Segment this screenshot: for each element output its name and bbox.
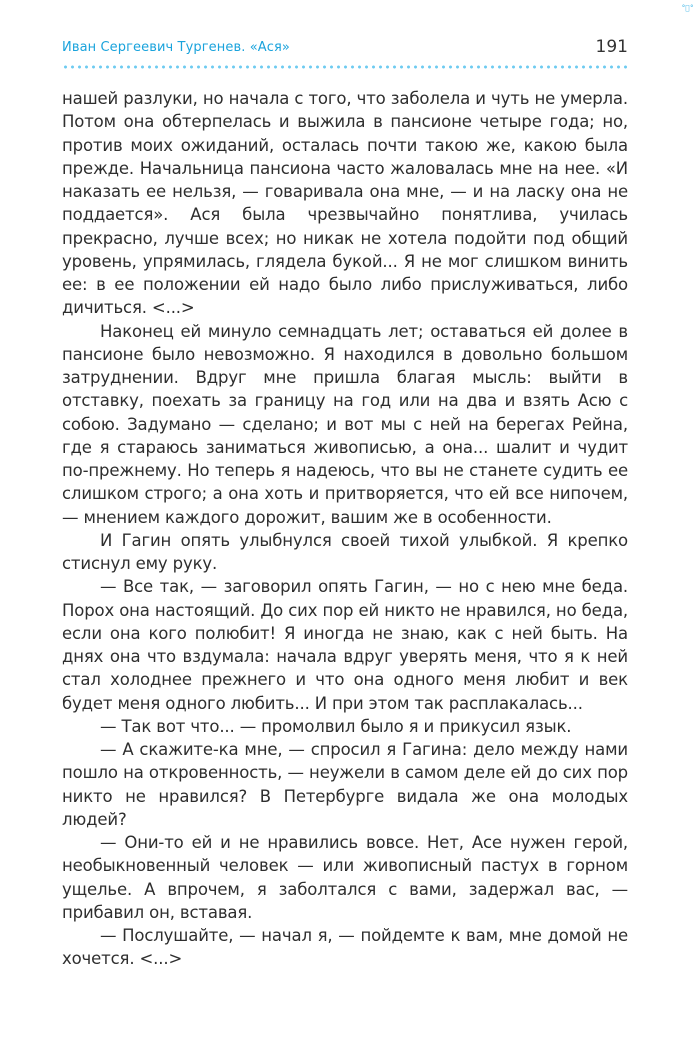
paragraph-dialogue: — Послушайте, — начал я, — пойдемте к вам, мне домой не хочется. <...> bbox=[62, 926, 628, 969]
body-text bbox=[62, 87, 628, 971]
paragraph-dialogue: — Так вот что... — промолвил было я и прикусил язык. bbox=[100, 716, 572, 736]
running-header bbox=[62, 37, 628, 62]
paragraph: Наконец ей минуло семнадцать лет; оставаться ей долее в пансионе было невозможно. Я находился в довольно большом затруднении. Вдруг мне пришла благая мысль: выйти в отставку, поехать за границу на год или на два и взять Асю с собою. Задумано — сделано; и вот мы с ней на берегах Рейна, где я стараюсь заниматься живописью, а она... шалит и чудит по-прежнему. Но теперь я надеюсь, что вы не станете судить ее слишком строго; а она хоть и притворяется, что ей все нипочем, — мнением каждого дорожит, вашим же в особенности. bbox=[62, 321, 628, 527]
paragraph-dialogue: — Они-то ей и не нравились вовсе. Нет, Асе нужен герой, необыкновенный человек — или живописный пастух в горном ущелье. А впрочем, я заболтался с вами, задержал вас, — прибавил он, вставая. bbox=[62, 833, 628, 922]
page-number: 191 bbox=[595, 37, 628, 57]
paragraph-continued: нашей разлуки, но начала с того, что заболела и чуть не умерла. Потом она обтерпелась и выжила в пансионе четыре года; но, против моих ожиданий, осталась почти такою же, какою была прежде. Начальница пансиона часто жаловалась мне на нее. «И наказать ее нельзя, — говаривала она мне, — и на ласку она не поддается». Ася была чрезвычайно понятлива, училась прекрасно, лучше всех; но никак не хотела подойти под общий уровень, упрямилась, глядела букой... Я не мог слишком винить ее: в ее положении ей надо было либо прислуживаться, либо дичиться. <...> bbox=[62, 89, 628, 318]
paragraph-dialogue: — Все так, — заговорил опять Гагин, — но с нею мне беда. Порох она настоящий. До сих пор ей никто не нравился, но беда, если она кого полюбит! Я иногда не знаю, как с ней быть. На днях она что вздумала: начала вдруг уверять меня, что я к ней стал холоднее прежнего и что она одного меня любит и век будет меня одного любить... И при этом так расплакалась... bbox=[62, 577, 628, 713]
corner-ornament: °ঃ° bbox=[681, 4, 694, 12]
header-title: Иван Сергеевич Тургенев. «Ася» bbox=[62, 40, 290, 55]
paragraph: И Гагин опять улыбнулся своей тихой улыбкой. Я крепко стиснул ему руку. bbox=[62, 530, 628, 573]
paragraph-dialogue: — А скажите-ка мне, — спросил я Гагина: дело между нами пошло на откровенность, — неужели в самом деле ей до сих пор никто не нравился? В Петербурге видала же она молодых людей? bbox=[62, 740, 628, 829]
header-dotted-ornament bbox=[62, 63, 628, 71]
